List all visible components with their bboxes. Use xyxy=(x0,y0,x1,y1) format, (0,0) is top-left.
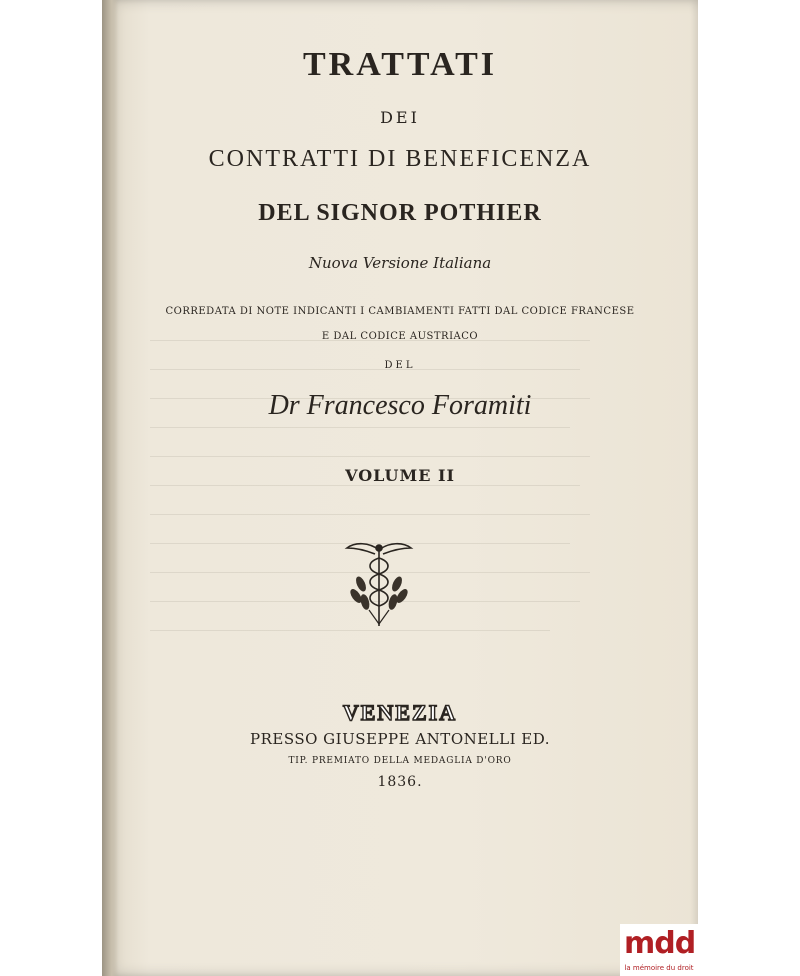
book-author: DEL SIGNOR POTHIER xyxy=(258,200,542,226)
translator-connector-del: DEL xyxy=(384,360,416,371)
version-line: Nuova Versione Italiana xyxy=(308,254,492,272)
notes-line-1: CORREDATA DI NOTE INDICANTI I CAMBIAMENTI FATTI DAL CODICE FRANCESE xyxy=(165,306,635,317)
mdd-logo-tagline: la mémoire du droit xyxy=(624,964,694,972)
volume-number: VOLUME II xyxy=(345,466,455,485)
book-subject: CONTRATTI DI BENEFICENZA xyxy=(208,146,592,172)
printer-line: TIP. PREMIATO DELLA MEDAGLIA D'ORO xyxy=(288,756,512,766)
publication-year: 1836. xyxy=(377,774,423,790)
mdd-logo-mark: mdd xyxy=(624,926,696,961)
caduceus-wheat-emblem-icon xyxy=(339,540,419,630)
notes-line-2: E DAL CODICE AUSTRIACO xyxy=(321,331,479,342)
title-connector-dei: DEI xyxy=(380,108,420,127)
mdd-watermark-logo xyxy=(620,924,698,976)
book-title: TRATTATI xyxy=(302,46,498,83)
publisher-line: PRESSO GIUSEPPE ANTONELLI ED. xyxy=(249,730,551,748)
translator-name: Dr Francesco Foramiti xyxy=(268,390,532,421)
publication-city: VENEZIA xyxy=(342,700,458,725)
